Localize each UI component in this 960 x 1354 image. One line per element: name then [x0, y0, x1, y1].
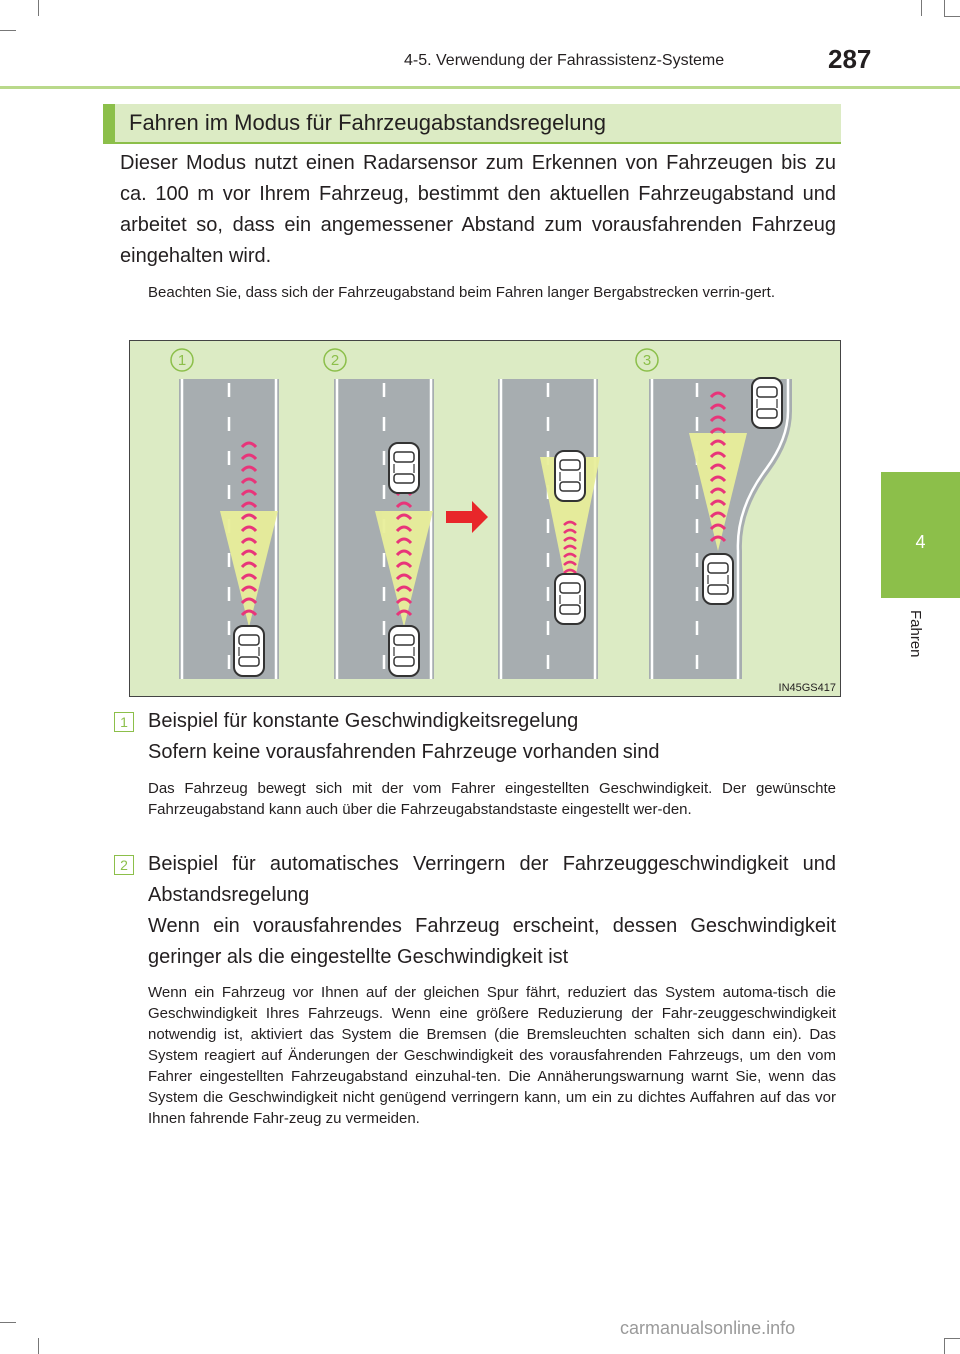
car-merging-4 [752, 378, 782, 428]
item-2-text: Wenn ein Fahrzeug vor Ihnen auf der gleichen Spur fährt, reduziert das System automa-tisch die Geschwindigkeit Ihres Fahrzeugs. Wenn eine größere Reduzierung der Fahr-zeuggeschwindigkeit notwendig ist, aktiviert das System die Bremsen (die Bremsleuchten schalten sich dann ein). Das System reagiert auf Änderungen der Geschwindigkeit des vorausfahrenden Fahrzeugs, um den vom Fahrer eingestellten Fahrzeugabstand einzuhal-ten. Die Annäherungswarnung warnt Sie, wenn das System die Geschwindigkeit nicht genügend verringern kann, um ein zu dichtes Auffahren auf das vor Ihnen fahrende Fahr-zeug zu vermeiden. [148, 984, 836, 1127]
car-own-1 [234, 626, 264, 676]
car-own-2 [389, 626, 419, 676]
item-1-subheading: Sofern keine vorausfahrenden Fahrzeuge vorhanden sind [148, 741, 660, 763]
crop-mark [0, 30, 16, 31]
crop-mark [38, 0, 39, 16]
item-1-heading: Beispiel für konstante Geschwindigkeitsregelung [148, 710, 579, 732]
section-title-bar [103, 104, 841, 144]
crop-mark [944, 1338, 945, 1354]
intro-paragraph: Dieser Modus nutzt einen Radarsensor zum Erkennen von Fahrzeugen bis zu ca. 100 m vor Ihrem Fahrzeug, bestimmt den aktuellen Fahrzeugabstand und arbeitet so, dass ein angemessener Abstand zum vorausfahrenden Fahrzeug eingehalten wird. [120, 152, 836, 267]
item-number-2: 2 [114, 855, 134, 875]
footer-watermark: carmanualsonline.info [620, 1318, 796, 1338]
marker-1: 1 [177, 352, 187, 369]
acc-diagram [129, 340, 841, 697]
crop-mark [944, 16, 960, 17]
crop-mark [944, 0, 945, 16]
item-1-text: Das Fahrzeug bewegt sich mit der vom Fahrer eingestellten Geschwindigkeit. Der gewünschte Fahrzeugabstand kann auch über die Fahrzeugabstandstaste eingestellt wer-den. [148, 780, 836, 818]
crop-mark [921, 0, 922, 16]
crop-mark [38, 1338, 39, 1354]
running-header: 4-5. Verwendung der Fahrassistenz-Systeme [404, 52, 725, 69]
item-2-subheading: Wenn ein vorausfahrendes Fahrzeug erscheint, dessen Geschwindigkeit geringer als die eingestellte Geschwindigkeit ist [148, 915, 836, 968]
header-rule [0, 86, 960, 89]
car-own-4 [703, 554, 733, 604]
figure-code: IN45GS417 [778, 682, 836, 694]
crop-mark [944, 1338, 960, 1339]
chapter-number: 4 [915, 532, 926, 552]
marker-2: 2 [330, 352, 340, 369]
acc-diagram-svg [130, 341, 842, 698]
transition-arrow [446, 501, 488, 533]
section-title-rule [103, 142, 841, 144]
car-ahead-3 [555, 451, 585, 501]
item-number-1: 1 [114, 712, 134, 732]
note-paragraph: Beachten Sie, dass sich der Fahrzeugabstand beim Fahren langer Bergabstrecken verrin-gert. [148, 284, 776, 301]
chapter-label: Fahren [907, 610, 924, 658]
section-title: Fahren im Modus für Fahrzeugabstandsregelung [129, 110, 606, 135]
car-ahead-2 [389, 443, 419, 493]
crop-mark [0, 1322, 16, 1323]
car-own-3 [555, 574, 585, 624]
marker-3: 3 [642, 352, 652, 369]
chapter-tab [881, 472, 960, 598]
item-2-heading: Beispiel für automatisches Verringern der Fahrzeuggeschwindigkeit und Abstandsregelung [148, 853, 836, 906]
page-number: 287 [828, 44, 872, 74]
